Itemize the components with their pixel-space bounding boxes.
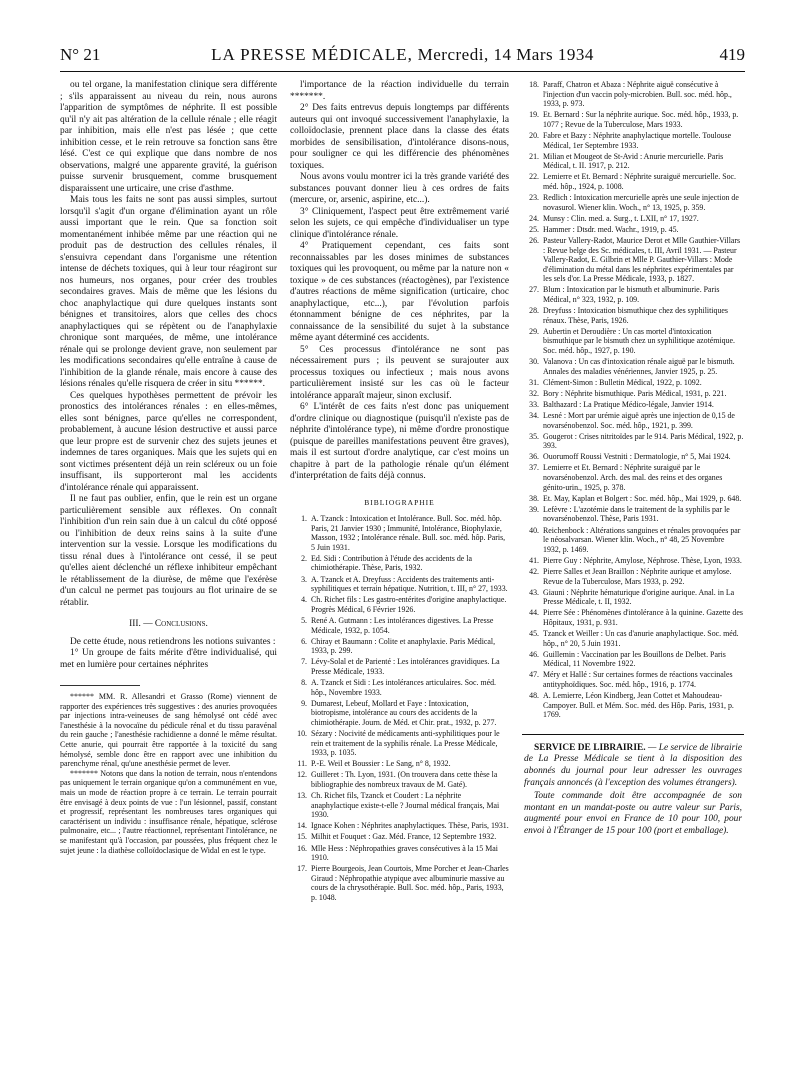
service-text: — Le service de librairie de La Presse Médicale se tient à la disposition des abonnés du journal pour leur adresser les ouvrages français annoncés (à l'exception des volumes étrangers).: [524, 742, 742, 788]
entry-number: 22.: [529, 172, 539, 182]
entry-text: Dumarest, Lebeuf, Mollard et Faye : Intoxication, biotropisme, intolérance au cours des accidents de la chimiothérapie. Journ. de Méd. et Chir. prat., 1932, p. 277.: [311, 698, 497, 727]
section-number: III. —: [129, 619, 155, 629]
entry-text: Hammer : Dtsdr. med. Wachr., 1919, p. 45.: [543, 224, 679, 234]
bibliography-entry: [522, 650, 744, 669]
entry-text: Guilleret : Th. Lyon, 1931. (On trouvera dans cette thèse la bibliographie des nombreux travaux de M. Gaté).: [311, 770, 498, 789]
bibliography-entry: [522, 588, 744, 607]
bibliography-entry: [522, 411, 744, 430]
entry-text: Redlich : Intoxication mercurielle après une seule injection de novasurol. Wiener klin. Woch., n° 13, 1925, p. 359.: [543, 193, 739, 212]
entry-number: 47.: [529, 670, 539, 680]
entry-number: 24.: [529, 213, 539, 223]
bibliography-entry: [522, 131, 744, 150]
entry-text: A. Tzanck : Intoxication et Intolérance. Bull. Soc. méd. hôp. Paris, 21 Janvier 1930 ; Immunité, Intolérance, Biophylaxie, Masson, 1932 ; Intolérance rénale. Bull. soc. méd. hôp. Paris, 5 Juin 1931.: [311, 514, 506, 552]
entry-text: A. Lemierre, Léon Kindberg, Jean Cottet et Mahoudeau-Campoyer. Bull. et Mém. Soc. méd. des Hôp. Paris, 1931, p. 1769.: [543, 691, 734, 720]
body-text: [60, 80, 277, 609]
paragraph: Ces quelques hypothèses permettent de prévoir les pronostics des intolérances rénales : en elles-mêmes, elles sont bénignes, parce qu'elles ne correspondent, probablement, à aucune lésion destructive et aussi parce que leur propre est de survenir chez des sujets jeunes et indemnes de tares organiques. Mais que les sujets qui en sont victimes présentent déjà un rein scléreux ou un foie insuffisant, ils supporteront mal les accidents d'intolérance rénale qui apparaissent.: [60, 390, 277, 493]
entry-number: 36.: [529, 452, 539, 462]
body-text: [290, 80, 509, 483]
entry-number: 48.: [529, 691, 539, 701]
bibliography-entry: [290, 678, 509, 697]
running-title: [60, 45, 745, 65]
bibliography-entry: [522, 526, 744, 555]
bibliography-entry: [522, 400, 744, 410]
bibliography-entry: [290, 821, 509, 831]
entry-number: 1.: [301, 514, 307, 523]
bibliography-entry: [290, 554, 509, 573]
bibliography-entry: [290, 844, 509, 863]
entry-number: 37.: [529, 463, 539, 473]
bibliography-entry: [522, 629, 744, 648]
entry-number: 15.: [297, 832, 307, 842]
entry-text: Pasteur Vallery-Radot, Maurice Derot et Mlle Gauthier-Villars : Revue belge des Sc. médicales, t. III, Avril 1931. — Pasteur Vallery-Radot, E. Gilbrin et Mlle P. Gauthier-Villars : Mode d'élimination du métal dans les néphrites expérimentales par les sels d'or. La Presse Médicale, 1933, p. 1827.: [543, 235, 741, 284]
bibliography-entry: [522, 110, 744, 129]
entry-text: Dreyfuss : Intoxication bismuthique chez des syphilitiques rénaux. Thèse, Paris, 1926.: [543, 306, 728, 325]
entry-number: 13.: [297, 791, 307, 801]
entry-text: Et. Bernard : Sur la néphrite aurique. Soc. méd. hôp., 1933, p. 1077 ; Revue de la Tuberculose, Mars 1933.: [543, 110, 739, 129]
bibliography-entry: [290, 575, 509, 594]
entry-number: 35.: [529, 431, 539, 441]
entry-text: Ignace Kohen : Néphrites anaphylactiques. Thèse, Paris, 1931.: [311, 821, 509, 831]
column-middle: [290, 80, 509, 1074]
entry-text: P.-E. Weil et Boussier : Le Sang, n° 8, 1932.: [311, 759, 451, 769]
bibliography-entry: [522, 432, 744, 451]
entry-text: Chiray et Baumann : Colite et anaphylaxie. Paris Médical, 1933, p. 299.: [311, 636, 496, 656]
entry-text: Lesné : Mort par urémie aiguë après une injection de 0,15 de novarsénobenzol. Soc. méd. hôp., 1921, p. 399.: [543, 411, 735, 430]
entry-number: 29.: [529, 326, 539, 336]
entry-number: 6.: [301, 636, 307, 646]
bibliography-entry: [522, 494, 744, 504]
entry-text: Tzanck et Weiller : Un cas d'anurie anaphylactique. Soc. méd. hôp., n° 20, 5 Juin 1931.: [543, 628, 739, 648]
entry-text: Fabre et Bazy : Néphrite anaphylactique mortelle. Toulouse Médical, 1er Septembre 1933.: [543, 130, 732, 150]
entry-text: Sézary : Nocivité de médicaments anti-syphilitiques pour le rein et traitement de la syphilis rénale. La Presse Médicale, 1933, p. 1035.: [311, 728, 500, 758]
entry-text: Mlle Hess : Néphropathies graves consécutives à la 15 Mai 1910.: [311, 843, 498, 863]
section-name: Conclusions.: [154, 619, 208, 629]
issue-date: Mercredi, 14 Mars 1934: [412, 45, 594, 64]
bibliography-entry: [522, 80, 744, 109]
entry-number: 33.: [529, 399, 539, 409]
bibliography-entry: [290, 791, 509, 820]
entry-number: 23.: [529, 193, 539, 203]
bibliography-entry: [290, 657, 509, 676]
paragraph: 1° Un groupe de faits mérite d'être individualisé, qui met en lumière pour certaines néphrites: [60, 648, 277, 670]
bibliography-entry: [522, 306, 744, 325]
entry-number: 20.: [529, 130, 539, 140]
entry-text: Ch. Richet fils : Les gastro-entérites d'origine anaphylactique. Progrès Médical, 6 Février 1926.: [311, 595, 507, 614]
bibliography-entry: [522, 152, 744, 171]
entry-number: 45.: [529, 628, 539, 638]
entry-number: 4.: [301, 595, 307, 605]
column-right: [522, 80, 744, 1074]
bibliography-heading: BIBLIOGRAPHIE: [364, 497, 435, 507]
service-order-text: Toute commande doit être accompagnée de son montant en un mandat-poste ou autre valeur sur Paris, augmenté pour envoi en France de 10 pour 100, pour envoi à l'Étranger de 15 pour 100 (port et emballage).: [524, 791, 742, 836]
entry-text: Milian et Mougeot de St-Avid : Anurie mercurielle. Paris Médical, t. II. 1917, p. 212.: [543, 151, 724, 171]
entry-text: Ed. Sidi : Contribution à l'étude des accidents de la chimiothérapie. Thèse, Paris, 1932.: [311, 553, 472, 573]
bibliography-entry: [522, 567, 744, 586]
entry-text: Gougerot : Crises nitritoïdes par le 914. Paris Médical, 1922, p. 393.: [543, 431, 744, 451]
bibliography-entry: [522, 556, 744, 566]
entry-text: A. Tzanck et Sidi : Les intolérances articulaires. Soc. méd. hôp., Novembre 1933.: [311, 678, 497, 697]
bibliography-entry: [522, 193, 744, 212]
entry-number: 10.: [297, 728, 307, 738]
bibliography-entry: [522, 172, 744, 191]
bibliography-entry: [522, 463, 744, 492]
bibliography-entry: [290, 770, 509, 789]
bibliography-entry: [522, 225, 744, 235]
page-number: 419: [719, 45, 745, 64]
footnote: ****** MM. R. Allesandri et Grasso (Rome) viennent de rapporter des expériences très suggestives : des anuries provoquées par injections intra-veineuses de sang hémolysé ont cédé avec l'anesthésie à la novocaïne du pédicule rénal et du tissu paravénal du rein gauche ; l'anesthésie rachidienne a donné le même résultat. Cette anurie, qui pourrait être rapportée à la toxicité du sang hémolysé, semble donc être en rapport avec une inhibition du parenchyme rénal, qu'une anesthésie permet de lever.: [60, 692, 277, 769]
bibliography-entry: [522, 608, 744, 627]
bibliography-entry: [290, 832, 509, 842]
entry-number: 16.: [297, 843, 307, 853]
bibliography-list: [522, 80, 744, 720]
page-header: [60, 43, 745, 72]
entry-number: 43.: [529, 587, 539, 597]
entry-number: 3.: [301, 574, 307, 584]
entry-text: Lévy-Solal et de Parienté : Les intolérances gravidiques. La Presse Médicale, 1933.: [311, 657, 500, 676]
entry-number: 27.: [529, 285, 539, 295]
footnote-rule: [60, 685, 140, 686]
entry-text: Aubertin et Deroudière : Un cas mortel d'intoxication bismuthique par le bismuth chez un syphilitique azotémique. Soc. méd. hôp., 1927, p. 190.: [543, 326, 735, 355]
entry-text: Munsy : Clin. med. a. Surg., t. LXII, n° 17, 1927.: [543, 213, 699, 223]
bibliography-entry: [522, 357, 744, 376]
entry-number: 30.: [529, 357, 539, 367]
entry-text: Clément-Simon : Bulletin Médical, 1922, p. 1092.: [543, 377, 702, 387]
library-service-box: [522, 734, 744, 838]
entry-number: 31.: [529, 377, 539, 387]
paragraph: Nous avons voulu montrer ici la très grande variété des substances pouvant donner lieu à ces ordres de faits (mercure, or, arsenic, aspirine, etc...).: [290, 172, 509, 205]
paragraph: 5° Ces processus d'intolérance ne sont pas nécessairement purs ; ils peuvent se surajouter aux processus toxiques ou infectieux ; mais nous avons particulièrement insisté sur les cas où le facteur intolérance apparaît majeur, sinon exclusif.: [290, 344, 509, 401]
entry-text: Milhit et Fouquet : Gaz. Méd. France, 12 Septembre 1932.: [311, 832, 497, 842]
entry-text: Giauni : Néphrite hématurique d'origine aurique. Anal. in La Presse Médicale, t. II, 1932.: [543, 587, 735, 607]
bibliography-list: [290, 514, 509, 903]
entry-text: René A. Gutmann : Les intolérances digestives. La Presse Médicale, 1932, p. 1054.: [311, 615, 494, 635]
entry-number: 32.: [529, 388, 539, 398]
paragraph: 4° Pratiquement cependant, ces faits sont reconnaissables par les doses minimes de substances toxiques qui les provoquent, ou même par la nature non « toxique » de ces substances (réactogènes), par l'existence d'autres réactions de même signification (urticaire, choc anaphylactique, etc...), par l'évolution parfois étonnamment bénigne de ces néphrites, par la connaissance de la sensibilité du sujet à la substance même ayant déterminé ces accidents.: [290, 241, 509, 343]
paragraph: 3° Cliniquement, l'aspect peut être extrêmement varié selon les sujets, ce qui empêche d'individualiser un type clinique d'intolérance rénale.: [290, 206, 509, 240]
entry-number: 25.: [529, 224, 539, 234]
paragraph: Il ne faut pas oublier, enfin, que le rein est un organe particulièrement sensible aux réflexes. On connaît l'inhibition d'un rein sain due à un calcul du côté opposé ou l'inhibition de deux reins sains à la suite d'une intervention sur la vessie. Lorsque les modifications du tissu rénal dues à l'intolérance ont cessé, il se peut qu'elles aient déclenché un réflexe inhibiteur empêchant le rétablissement de la diurèse, de même que l'exérèse d'un calcul ne permet pas toujours au flot urinaire de se rétablir.: [60, 494, 277, 608]
entry-number: 11.: [297, 759, 307, 769]
bibliography-entry: [522, 691, 744, 720]
paragraph: De cette étude, nous retiendrons les notions suivantes :: [70, 636, 276, 647]
entry-number: 39.: [529, 504, 539, 514]
column-left: [60, 80, 277, 1074]
entry-text: Lemierre et Et. Bernard : Néphrite suraiguë mercurielle. Soc. méd. hôp., 1924, p. 1008.: [543, 172, 737, 191]
entry-text: Balthazard : La Pratique Médico-légale, Janvier 1914.: [543, 399, 714, 409]
service-title: SERVICE DE LIBRAIRIE.: [534, 742, 646, 753]
entry-number: 41.: [529, 555, 539, 565]
entry-number: 5.: [301, 615, 307, 625]
issue-number: N° 21: [60, 45, 101, 64]
bibliography-entry: [522, 670, 744, 689]
entry-number: 2.: [301, 553, 307, 563]
entry-text: Lefèvre : L'azotémie dans le traitement de la syphilis par le novarsénobenzol. Thèse, Paris 1931.: [543, 504, 730, 524]
entry-number: 19.: [529, 110, 539, 120]
entry-text: Ouorumoff Roussi Vestniti : Dermatologie, n° 5, Mai 1924.: [543, 452, 731, 462]
entry-number: 8.: [301, 678, 307, 687]
entry-number: 26.: [529, 235, 539, 245]
entry-text: Méry et Hallé : Sur certaines formes de réactions vaccinales antityphoïdiques. Soc. méd. hôp., 1916, p. 1774.: [543, 670, 733, 689]
entry-text: Valanova : Un cas d'intoxication rénale aiguë par le bismuth. Annales des maladies vénériennes, Janvier 1925, p. 25.: [543, 357, 735, 376]
entry-text: Pierre Guy : Néphrite, Amylose, Néphrose. Thèse, Lyon, 1933.: [543, 555, 742, 565]
entry-number: 34.: [529, 411, 539, 420]
paragraph: 2° Des faits entrevus depuis longtemps par différents auteurs qui ont invoqué successivement l'anaphylaxie, la colloïdoclasie, prennent place dans la classe des états morbides de sensibilisation, d'intolérance disons-nous, pour souligner ce qui les différencie des phénomènes toxiques.: [290, 103, 509, 171]
bibliography-entry: [290, 595, 509, 614]
bibliography-entry: [522, 452, 744, 462]
entry-text: Et. May, Kaplan et Bolgert : Soc. méd. hôp., Mai 1929, p. 648.: [543, 493, 742, 503]
bibliography-entry: [290, 864, 509, 902]
bibliography-entry: [290, 759, 509, 769]
entry-number: 38.: [529, 493, 539, 503]
bibliography-entry: [522, 505, 744, 524]
section-heading: [60, 619, 277, 631]
entry-text: Paraff, Chatron et Abaza : Néphrite aiguë consécutive à l'injection d'un vaccin poly-microbien. Bull. soc. méd. hôp., 1933, p. 973.: [543, 80, 732, 109]
entry-number: 7.: [301, 657, 307, 667]
bibliography-entry: [290, 637, 509, 656]
entry-text: Ch. Richet fils, Tzanck et Coudert : La néphrite anaphylactique existe-t-elle ? Journal médical français, Mai 1930.: [311, 791, 500, 820]
bibliography-entry: [522, 389, 744, 399]
entry-number: 40.: [529, 525, 539, 535]
entry-text: A. Tzanck et A. Dreyfuss : Accidents des traitements anti-syphilitiques et terrain hépatique. Nutrition, t. III, n° 27, 1933.: [311, 574, 508, 594]
bibliography-entry: [522, 214, 744, 224]
bibliography-entry: [290, 699, 509, 728]
entry-text: Lemierre et Et. Bernard : Néphrite suraiguë par le novarsénobenzol. Arch. des mal. des reins et des organes génito-urin., 1925, p. 378.: [543, 463, 723, 492]
bibliography-entry: [522, 378, 744, 388]
paragraph: ou tel organe, la manifestation clinique sera différente ; s'ils apparaissent au niveau du rein, nous aurons l'apparition de symptômes de néphrite. Il est possible qu'il n'y ait pas altération de la cellule rénale ; elle réagit par inhibition, mais elle n'est pas lésée ; que cette inhibition cesse, et le rein retrouve sa fonction sans être lésé. C'est ce qui explique que dans nombre de nos observations, malgré une apparente gravité, la guérison puisse survenir brusquement, comme brusquement disparaissent une urticaire, une crise d'asthme.: [60, 80, 277, 194]
entry-number: 28.: [529, 306, 539, 316]
paragraph: Mais tous les faits ne sont pas aussi simples, surtout lorsqu'il s'agit d'un organe d'élimination ayant un rôle aussi important que le rein. Que sa fonction soit momentanément inhibée même par une réaction qui ne produit pas de destruction des cellules rénales, il s'ensuivra cependant dans l'organisme une rétention intense de déchets toxiques, qui à leur tour réagiront sur nos humeurs, nos organes, pour créer des troubles secondaires graves. Mais de même que les lésions du choc anaphylactique qui dure quelques instants sont bénignes et transitoires, alors que celles des chocs anaphylactiques qui se répètent ou de l'anaphylaxie chronique sont marquées, de même, une intolérance rénale qui se prolonge devient grave, non seulement par les modifications secondaires qu'elle entraîne à cause de l'inhibition de la glande rénale, mais encore à cause des lésions rénales qu'elle risquera de créer in situ ******.: [60, 195, 277, 389]
entry-number: 17.: [297, 864, 307, 874]
footnotes: [60, 692, 277, 855]
entry-text: Blum : Intoxication par le bismuth et albuminurie. Paris Médical, n° 323, 1932, p. 109.: [543, 285, 720, 304]
entry-number: 46.: [529, 649, 539, 659]
bibliography-entry: [522, 285, 744, 304]
bibliography-entry: [290, 514, 509, 552]
entry-number: 14.: [297, 821, 307, 831]
entry-text: Pierre Salles et Jean Braillon : Néphrite aurique et amylose. Revue de la Tuberculose, Mars 1933, p. 292.: [543, 566, 732, 586]
footnote: ******* Notons que dans la notion de terrain, nous n'entendons pas uniquement le terrain organique qu'on a communément en vue, mais un mode de réaction propre à ce terrain. Le terrain pourrait être envisagé à deux points de vue : l'un lésionnel, passif, constant et progressif, représentant les nombreuses tares organiques qui caractérisent un individu : insuffisance rénale, hépatique, sclérose pulmonaire, etc... ; l'autre réactionnel, représentant l'intolérance, ne se manifestant qu'à l'occasion, par poussées, plus fréquent chez le sujet jeune : la diathèse colloïdoclasique de Widal en est le type.: [60, 768, 277, 855]
entry-number: 42.: [529, 566, 539, 576]
bibliography-entry: [290, 729, 509, 758]
paragraph: l'importance de la réaction individuelle du terrain *******.: [290, 80, 509, 102]
entry-text: Pierre Sée : Phénomènes d'intolérance à la quinine. Gazette des Hôpitaux, 1931, p. 931.: [543, 608, 743, 627]
paragraph: 6° L'intérêt de ces faits n'est donc pas uniquement d'ordre clinique ou diagnostique (puisqu'il n'existe pas de néphrite d'intolérance type), ni même d'ordre pronostique (puisque de pareilles manifestations peuvent être graves), mais il est surtout d'ordre analytique, car c'est moins un chapitre à part de la pathologie rénale qu'un élément d'interprétation de faits déjà connus.: [290, 402, 509, 481]
bibliography-entry: [522, 327, 744, 356]
entry-text: Bory : Néphrite bismuthique. Paris Médical, 1931, p. 221.: [543, 388, 727, 398]
entry-number: 9.: [301, 698, 307, 708]
bibliography-entry: [290, 616, 509, 635]
journal-name: LA PRESSE MÉDICALE,: [211, 45, 413, 64]
bibliography-entry: [522, 236, 744, 284]
entry-text: Pierre Bourgeois, Jean Courtois, Mme Porcher et Jean-Charles Giraud : Néphropathie atypique avec albuminurie massive au cours de la chrysothérapie. Bull. Soc. méd. hôp., Paris, 1933, p. 1048.: [311, 864, 509, 902]
entry-text: Guillemin : Vaccination par les Bouillons de Delbet. Paris Médical, 11 Novembre 1922.: [543, 649, 726, 669]
entry-number: 21.: [529, 151, 539, 161]
entry-number: 12.: [297, 770, 307, 780]
entry-text: Reichenbock : Altérations sanguines et rénales provoquées par le néosalvarsan. Wiener klin. Woch., n° 48, 25 Novembre 1932, p. 1469.: [543, 525, 741, 554]
entry-number: 44.: [529, 608, 539, 618]
entry-number: 18.: [529, 80, 539, 89]
